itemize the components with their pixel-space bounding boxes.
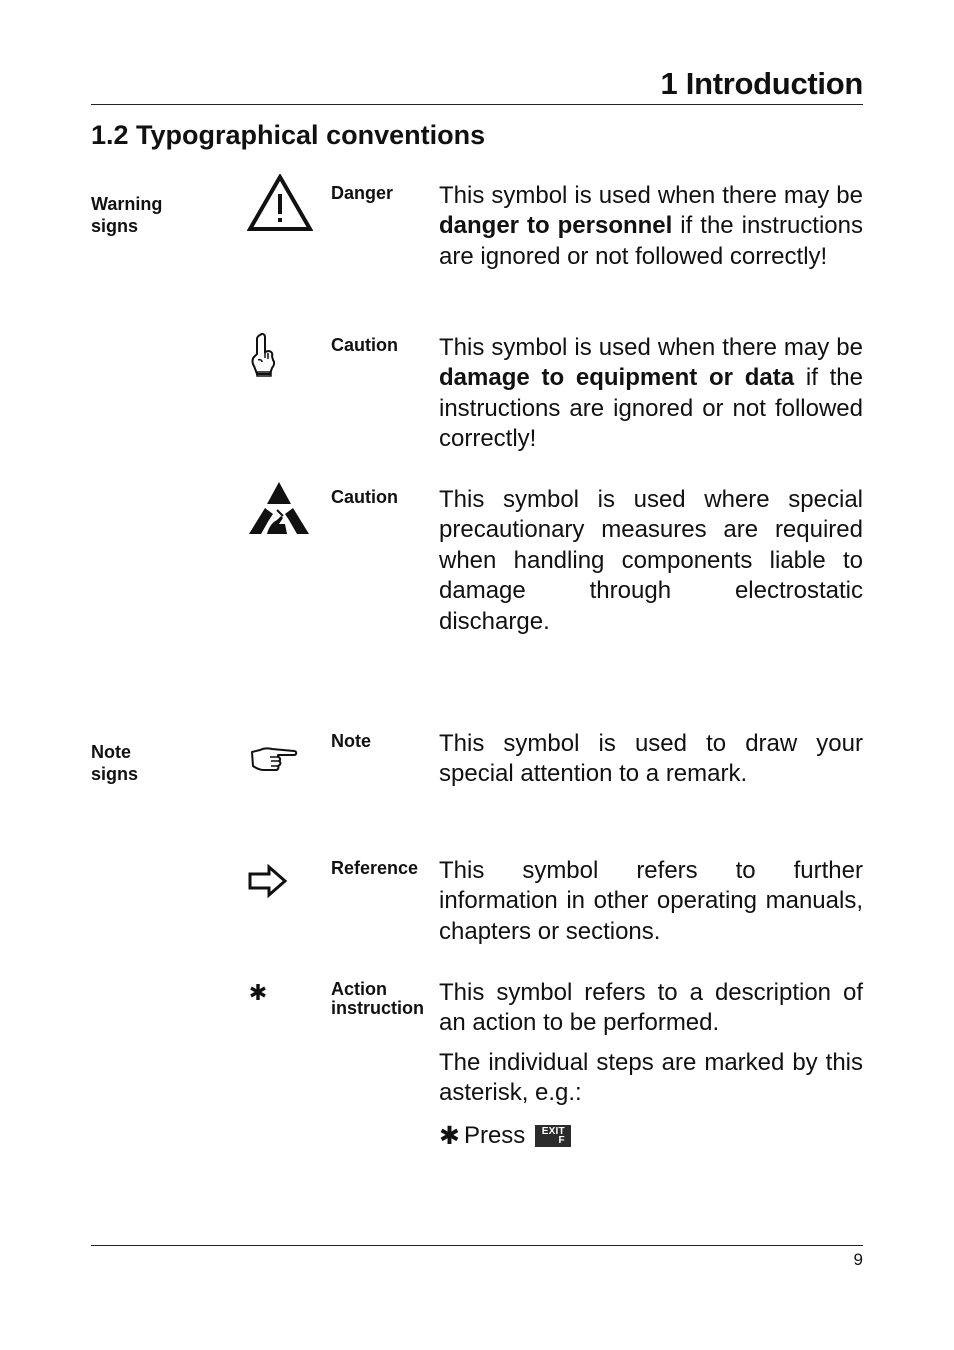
warning-signs-heading	[91, 193, 201, 237]
warning-signs-heading-line1: Warning	[91, 194, 163, 214]
arrow-right-icon	[247, 864, 289, 898]
note-signs-heading-line2: signs	[91, 764, 139, 784]
pointing-hand-icon	[250, 744, 298, 774]
exit-key-top-label: EXIT	[541, 1126, 565, 1137]
note-signs-heading-line1: Note	[91, 742, 131, 762]
chapter-title: 1 Introduction	[660, 66, 863, 101]
caution-equipment-description	[439, 333, 863, 455]
danger-text-start: This symbol is used when there may be	[439, 182, 863, 209]
action-steps-description: The individual steps are marked by this asterisk, e.g.:	[439, 1049, 863, 1107]
reference-label: Reference	[331, 858, 419, 878]
page-number: 9	[853, 1250, 863, 1269]
action-label	[331, 980, 431, 1018]
exit-key-bottom-label: F	[558, 1135, 565, 1146]
warning-signs-heading-line2: signs	[91, 216, 139, 236]
asterisk-icon	[249, 983, 267, 1001]
section-title: 1.2 Typographical conventions	[91, 120, 486, 150]
action-step-example	[439, 1121, 571, 1151]
danger-text-end: if the instructions are ignored or not followed correctly!	[439, 212, 864, 270]
exit-f-key-icon	[535, 1125, 571, 1147]
caution-equipment-text-emphasis: damage to equipment or data	[439, 364, 795, 392]
danger-label: Danger	[331, 183, 394, 203]
footer-rule	[91, 1245, 863, 1246]
step-asterisk: ✱	[439, 1122, 460, 1150]
header-rule	[91, 104, 863, 105]
note-description: This symbol is used to draw your special attention to a remark.	[439, 730, 863, 788]
caution-esd-description: This symbol is used where special precautionary measures are required when handling components liable to damage through electrostatic discharge.	[439, 486, 863, 635]
action-description: This symbol refers to a description of an action to be performed.	[439, 979, 863, 1037]
action-label-line1: Action	[331, 979, 387, 999]
warning-triangle-icon	[247, 174, 313, 232]
step-text: Press	[463, 1122, 526, 1149]
action-label-line2: instruction	[331, 998, 424, 1018]
caution-equipment-label: Caution	[331, 335, 398, 355]
esd-warning-icon	[247, 480, 311, 536]
reference-description: This symbol refers to further information in other operating manuals, chapters or sections.	[439, 857, 863, 945]
caution-esd-label: Caution	[331, 487, 398, 507]
raised-finger-hand-icon	[249, 332, 277, 378]
danger-text-emphasis: danger to personnel	[439, 212, 673, 240]
note-signs-heading	[91, 741, 201, 785]
danger-description	[439, 181, 863, 272]
caution-equipment-text-end: if the instructions are ignored or not followed correctly!	[439, 364, 864, 453]
caution-equipment-text-start: This symbol is used when there may be	[439, 334, 863, 361]
note-label: Note	[331, 731, 371, 751]
